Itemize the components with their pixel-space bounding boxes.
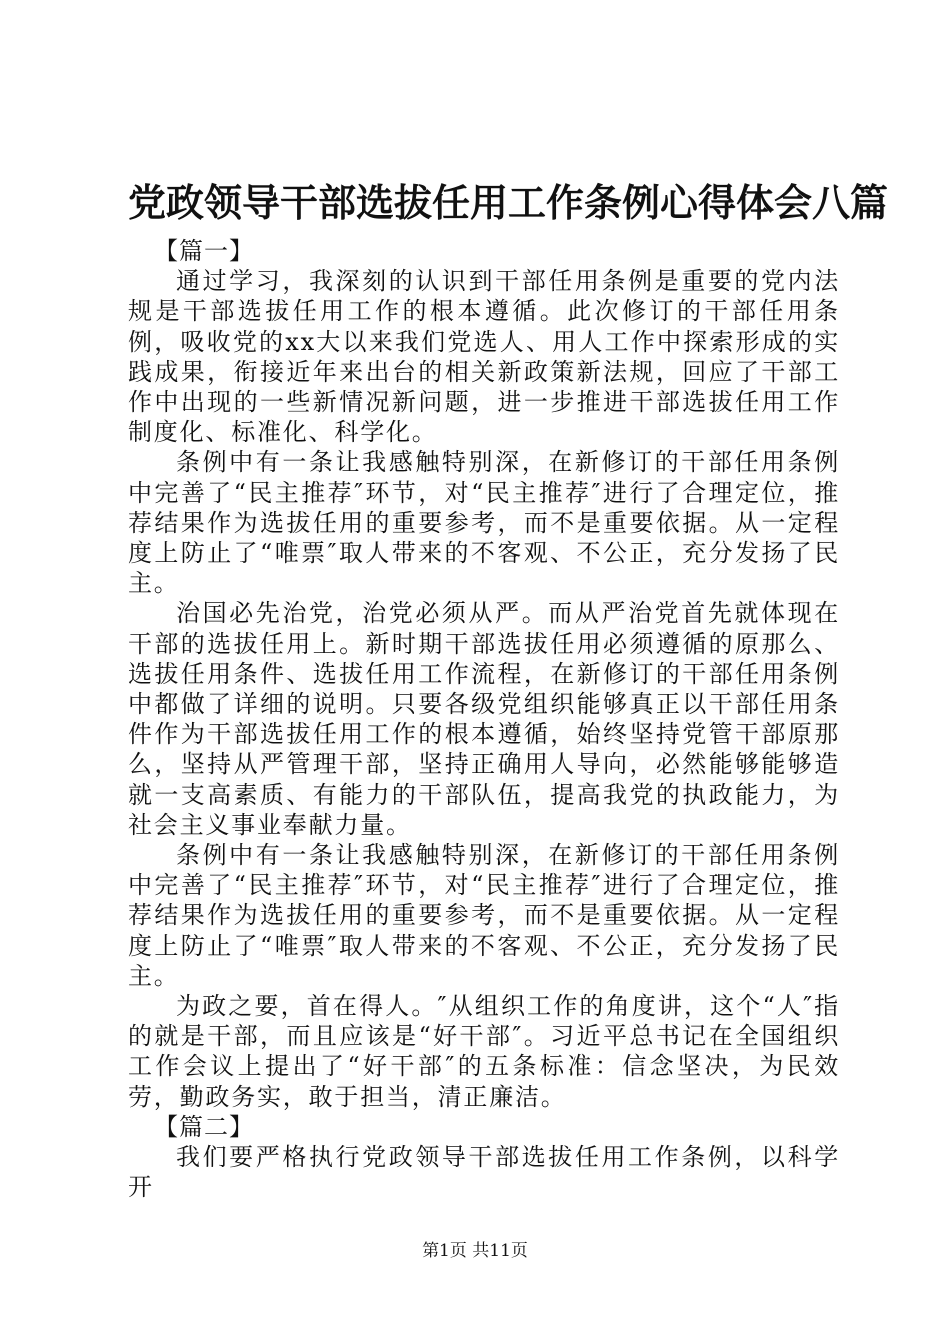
page-footer: 第1页 共11页 bbox=[422, 1241, 528, 1261]
paragraph-6: 我们要严格执行党政领导干部选拔任用工作条例，以科学开 bbox=[128, 1143, 840, 1202]
paragraph-3: 治国必先治党，治党必须从严。而从严治党首先就体现在干部的选拔任用上。新时期干部选拔任用必须遵循的原那么、选拔任用条件、选拔任用工作流程，在新修订的干部任用条例中都做了详细的说明。只要各级党组织能够真正以干部任用条件作为干部选拔任用工作的根本遵循，始终坚持党管干部原那么，坚持从严管理干部，坚持正确用人导向，必然能够能够造就一支高素质、有能力的干部队伍，提高我党的执政能力，为社会主义事业奉献力量。 bbox=[128, 599, 840, 839]
document-title: 党政领导干部选拔任用工作条例心得体会八篇 bbox=[128, 180, 889, 225]
document-body bbox=[128, 236, 840, 1203]
section-1-heading: 【篇一】 bbox=[154, 237, 254, 265]
paragraph-2: 条例中有一条让我感触特别深，在新修订的干部任用条例中完善了“民主推荐″环节，对“民主推荐″进行了合理定位，推荐结果作为选拔任用的重要参考，而不是重要依据。从一定程度上防止了“唯票″取人带来的不客观、不公正，充分发扬了民主。 bbox=[128, 448, 840, 598]
paragraph-5: 为政之要，首在得人。″从组织工作的角度讲，这个“人″指的就是干部，而且应该是“好干部″。习近平总书记在全国组织工作会议上提出了“好干部″的五条标准：信念坚决，为民效劳，勤政务实，敢于担当，清正廉洁。 bbox=[128, 992, 840, 1111]
paragraph-1: 通过学习，我深刻的认识到干部任用条例是重要的党内法规是干部选拔任用工作的根本遵循。此次修订的干部任用条例，吸收党的xx大以来我们党选人、用人工作中探索形成的实践成果，衔接近年来出台的相关新政策新法规，回应了干部工作中出现的一些新情况新问题，进一步推进干部选拔任用工作制度化、标准化、科学化。 bbox=[128, 267, 840, 447]
paragraph-4: 条例中有一条让我感触特别深，在新修订的干部任用条例中完善了“民主推荐″环节，对“民主推荐″进行了合理定位，推荐结果作为选拔任用的重要参考，而不是重要依据。从一定程度上防止了“唯票″取人带来的不客观、不公正，充分发扬了民主。 bbox=[128, 841, 840, 990]
section-2-heading: 【篇二】 bbox=[154, 1112, 254, 1141]
